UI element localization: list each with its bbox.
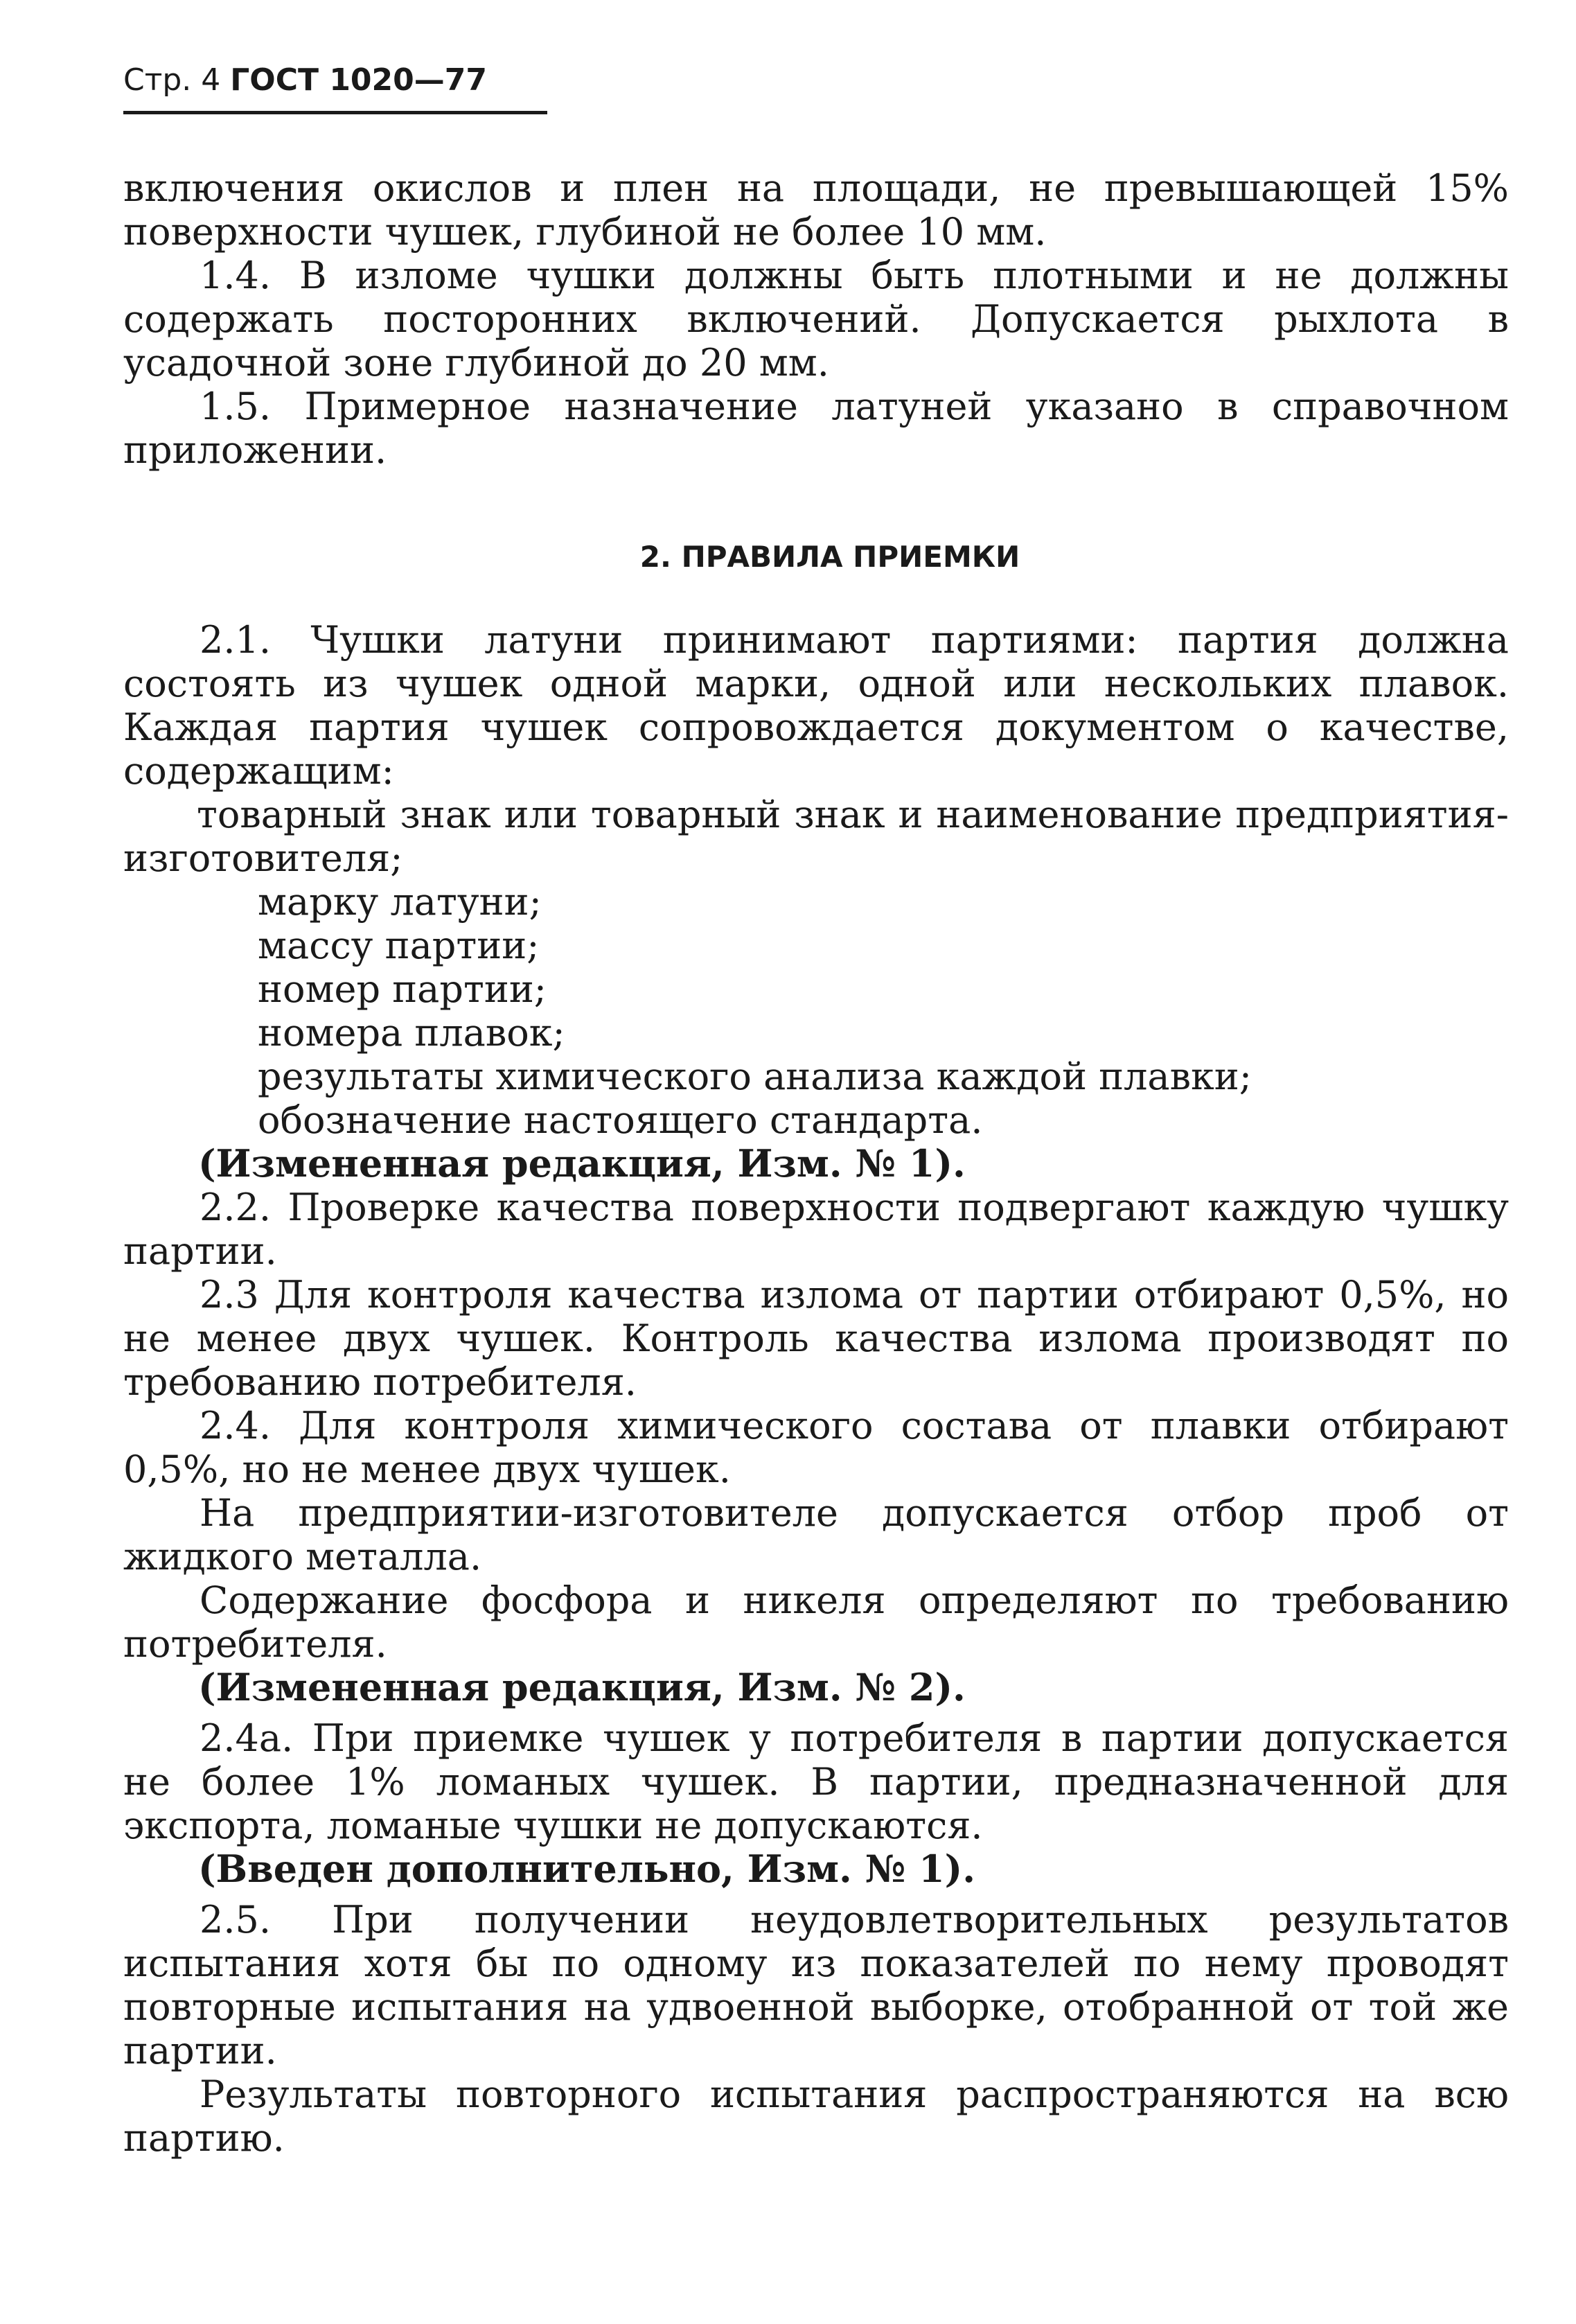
paragraph-continuation: включения окислов и плен на площади, не превышающей 15% поверхности чушек, глубиной не более 10 мм. bbox=[123, 166, 1509, 254]
list-item: массу партии; bbox=[258, 924, 540, 967]
standard-number: ГОСТ 1020—77 bbox=[230, 62, 488, 98]
paragraph-2-5-b: Результаты повторного испытания распространяются на всю партию. bbox=[123, 2072, 1509, 2160]
section-title: 2. ПРАВИЛА ПРИЕМКИ bbox=[639, 540, 1020, 574]
list-item: номер партии; bbox=[258, 967, 547, 1011]
paragraph-2-1: 2.1. Чушки латуни принимают партиями: партия должна состоять из чушек одной марки, одной или нескольких плавок. Каждая партия чушек сопровождается документом о качестве, содержащим: bbox=[123, 618, 1509, 793]
list-item: результаты химического анализа каждой плавки; bbox=[258, 1055, 1252, 1098]
paragraph-2-4: 2.4. Для контроля химического состава от плавки отбирают 0,5%, но не менее двух чушек. bbox=[123, 1404, 1509, 1491]
header-rule bbox=[123, 111, 547, 114]
amendment-note: (Введен дополнительно, Изм. № 1). bbox=[198, 1847, 976, 1891]
paragraph-2-3: 2.3 Для контроля качества излома от партии отбирают 0,5%, но не менее двух чушек. Контроль качества излома производят по требованию потребителя. bbox=[123, 1273, 1509, 1404]
paragraph-2-5: 2.5. При получении неудовлетворительных результатов испытания хотя бы по одному из показателей по нему проводят повторные испытания на удвоенной выборке, отобранной от той же партии. bbox=[123, 1898, 1509, 2072]
list-item: номера плавок; bbox=[258, 1011, 565, 1055]
page-header bbox=[123, 61, 487, 100]
list-item: марку латуни; bbox=[258, 880, 542, 924]
paragraph-2-2: 2.2. Проверке качества поверхности подвергают каждую чушку партии. bbox=[123, 1186, 1509, 1273]
amendment-note: (Измененная редакция, Изм. № 1). bbox=[198, 1141, 966, 1186]
paragraph-1-5: 1.5. Примерное назначение латуней указано в справочном приложении. bbox=[123, 385, 1509, 472]
paragraph-2-4-b: На предприятии-изготовителе допускается отбор проб от жидкого металла. bbox=[123, 1491, 1509, 1578]
document-body bbox=[123, 166, 1509, 2160]
list-item: товарный знак или товарный знак и наименование предприятия-изготовителя; bbox=[123, 793, 1509, 880]
list-item: обозначение настоящего стандарта. bbox=[258, 1098, 983, 1142]
amendment-note: (Измененная редакция, Изм. № 2). bbox=[198, 1665, 966, 1709]
paragraph-2-4-c: Содержание фосфора и никеля определяют по требованию потребителя. bbox=[123, 1578, 1509, 1666]
paragraph-1-4: 1.4. В изломе чушки должны быть плотными и не должны содержать посторонних включений. Допускается рыхлота в усадочной зоне глубиной до 20 мм. bbox=[123, 254, 1509, 385]
paragraph-2-4a: 2.4а. При приемке чушек у потребителя в партии допускается не более 1% ломаных чушек. В партии, предназначенной для экспорта, ломаные чушки не допускаются. bbox=[123, 1716, 1509, 1847]
page-number: Стр. 4 bbox=[123, 62, 221, 98]
